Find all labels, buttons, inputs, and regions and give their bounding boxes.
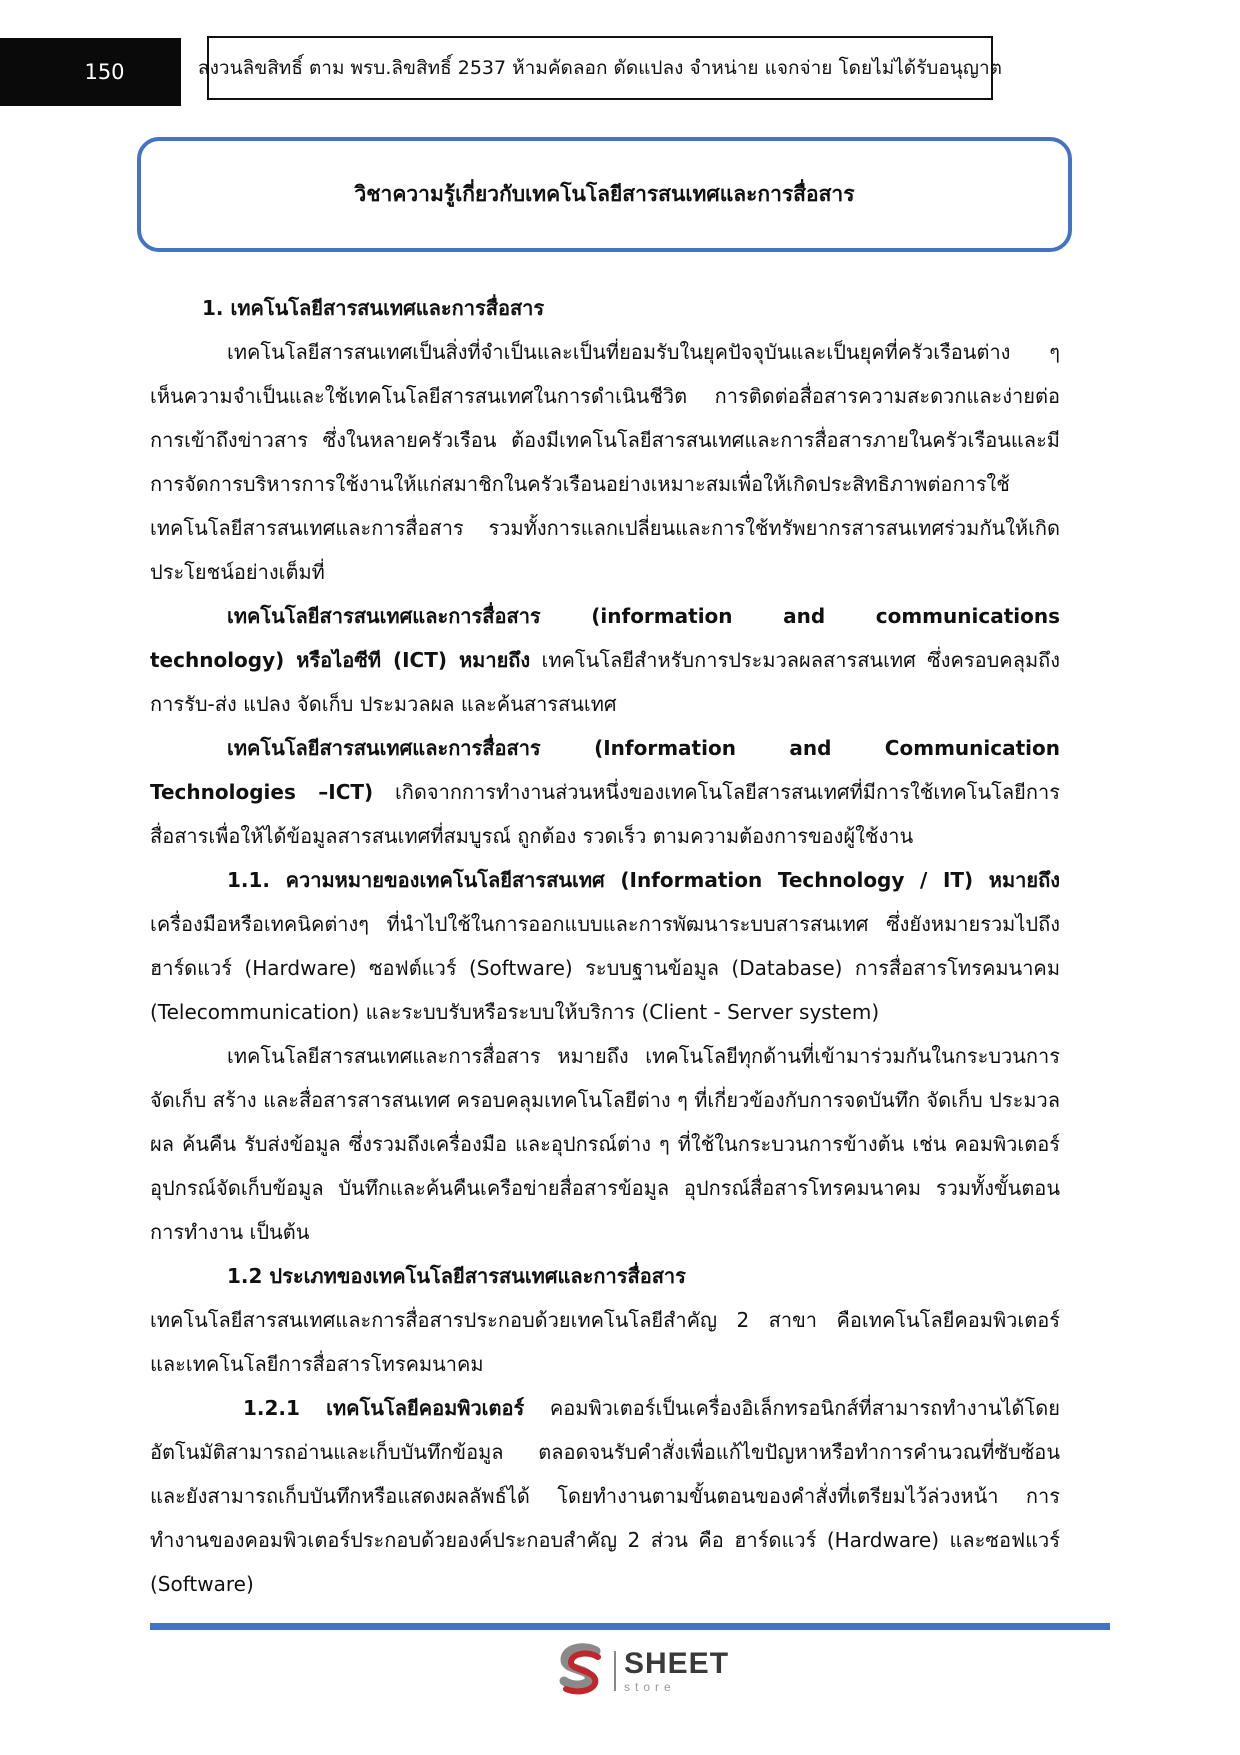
logo-text: [624, 1649, 729, 1693]
logo-word: SHEET: [624, 1647, 730, 1680]
ict-term-2: เทคโนโลยีสารสนเทศและการสื่อสาร (Information and Communication Technologies –ICT): [150, 736, 1060, 804]
section-1-2-1-paragraph: [150, 1386, 1060, 1606]
section-1-paragraph-1: เทคโนโลยีสารสนเทศเป็นสิ่งที่จำเป็นและเป็นที่ยอมรับในยุคปัจจุบันและเป็นยุคที่ครัวเรือนต่าง ๆ เห็นความจำเป็นและใช้เทคโนโลยีสารสนเทศในการดำเนินชีวิต การติดต่อสื่อสารความสะดวกและง่ายต่อการเข้าถึงข่าวสาร ซึ่งในหลายครัวเรือน ต้องมีเทคโนโลยีสารสนเทศและการสื่อสารภายในครัวเรือนและมีการจัดการบริหารการใช้งานให้แก่สมาชิกในครัวเรือนอย่างเหมาะสมเพื่อให้เกิดประสิทธิภาพต่อการใช้เทคโนโลยีสารสนเทศและการสื่อสาร รวมทั้งการแลกเปลี่ยนและการใช้ทรัพยากรสารสนเทศร่วมกันให้เกิดประโยชน์อย่างเต็มที่: [150, 340, 1060, 584]
logo-subtext: store: [624, 1680, 676, 1694]
subject-title-box: [137, 137, 1072, 252]
page-number: [0, 38, 181, 106]
section-1-paragraph-2: [150, 594, 1060, 726]
section-1-1-text: เครื่องมือหรือเทคนิคต่างๆ ที่นำไปใช้ในการออกแบบและการพัฒนาระบบสารสนเทศ ซึ่งยังหมายรวมไปถึงฮาร์ดแวร์ (Hardware) ซอฟต์แวร์ (Software) ระบบฐานข้อมูล (Database) การสื่อสารโทรคมนาคม (Telecommunication) และระบบรับหรือระบบให้บริการ (Client - Server system): [150, 912, 1060, 1024]
copyright-text: สงวนลิขสิทธิ์ ตาม พรบ.ลิขสิทธิ์ 2537 ห้ามคัดลอก ดัดแปลง จำหน่าย แจกจ่าย โดยไม่ได้รับอนุญาต: [198, 57, 1002, 79]
footer-rule: [150, 1623, 1110, 1630]
section-1-1-heading: 1.1. ความหมายของเทคโนโลยีสารสนเทศ (Information Technology / IT) หมายถึง: [227, 868, 1060, 892]
copyright-notice: [198, 36, 1002, 100]
sheet-store-logo: [556, 1641, 729, 1701]
subject-title: วิชาความรู้เกี่ยวกับเทคโนโลยีสารสนเทศและการสื่อสาร: [354, 182, 855, 206]
ict-text-2: เกิดจากการทำงานส่วนหนึ่งของเทคโนโลยีสารสนเทศที่มีการใช้เทคโนโลยีการสื่อสารเพื่อให้ได้ข้อมูลสารสนเทศที่สมบูรณ์ ถูกต้อง รวดเร็ว ตามความต้องการของผู้ใช้งาน: [150, 780, 1060, 848]
section-1-2-paragraph: เทคโนโลยีสารสนเทศและการสื่อสารประกอบด้วยเทคโนโลยีสำคัญ 2 สาขา คือเทคโนโลยีคอมพิวเตอร์ และเทคโนโลยีการสื่อสารโทรคมนาคม: [150, 1308, 1060, 1376]
page-number-text: 150: [84, 60, 125, 84]
section-1-2-heading: 1.2 ประเภทของเทคโนโลยีสารสนเทศและการสื่อสาร: [227, 1264, 686, 1288]
ict-definition-text: เทคโนโลยีสำหรับการประมวลผลสารสนเทศ ซึ่งครอบคลุมถึงการรับ-ส่ง แปลง จัดเก็บ ประมวลผล และค้นสารสนเทศ: [150, 648, 1061, 716]
section-1-2-1-heading: 1.2.1 เทคโนโลยีคอมพิวเตอร์: [243, 1396, 525, 1420]
section-1-2-1-text: คอมพิวเตอร์เป็นเครื่องอิเล็กทรอนิกส์ที่สามารถทำงานได้โดยอัตโนมัติสามารถอ่านและเก็บบันทึกข้อมูล ตลอดจนรับคำสั่งเพื่อแก้ไขปัญหาหรือทำการคำนวณที่ซับซ้อน และยังสามารถเก็บบันทึกหรือแสดงผลลัพธ์ได้ โดยทำงานตามขั้นตอนของคำสั่งที่เตรียมไว้ล่วงหน้า การทำงานของคอมพิวเตอร์ประกอบด้วยองค์ประกอบสำคัญ 2 ส่วน คือ ฮาร์ดแวร์ (Hardware) และซอฟแวร์ (Software): [150, 1396, 1060, 1596]
section-1-paragraph-3: [150, 726, 1060, 858]
section-1-heading: 1. เทคโนโลยีสารสนเทศและการสื่อสาร: [202, 296, 545, 320]
ict-definition-term: เทคโนโลยีสารสนเทศและการสื่อสาร (information and communications technology) หรือไอซีที (ICT) หมายถึง: [150, 604, 1060, 672]
section-1-1-paragraph-2: เทคโนโลยีสารสนเทศและการสื่อสาร หมายถึง เทคโนโลยีทุกด้านที่เข้ามาร่วมกันในกระบวนการจัดเก็บ สร้าง และสื่อสารสารสนเทศ ครอบคลุมเทคโนโลยีต่าง ๆ ที่เกี่ยวข้องกับการจดบันทึก จัดเก็บ ประมวลผล ค้นคืน รับส่งข้อมูล ซึ่งรวมถึงเครื่องมือ และอุปกรณ์ต่าง ๆ ที่ใช้ในกระบวนการข้างต้น เช่น คอมพิวเตอร์ อุปกรณ์จัดเก็บข้อมูล บันทึกและค้นคืนเครือข่ายสื่อสารข้อมูล อุปกรณ์สื่อสารโทรคมนาคม รวมทั้งขั้นตอนการทำงาน เป็นต้น: [150, 1044, 1060, 1244]
section-1-1-paragraph: [150, 858, 1060, 1034]
sheet-logo-icon: [556, 1643, 606, 1699]
logo-divider: [614, 1651, 616, 1691]
document-body: [150, 286, 1060, 1606]
